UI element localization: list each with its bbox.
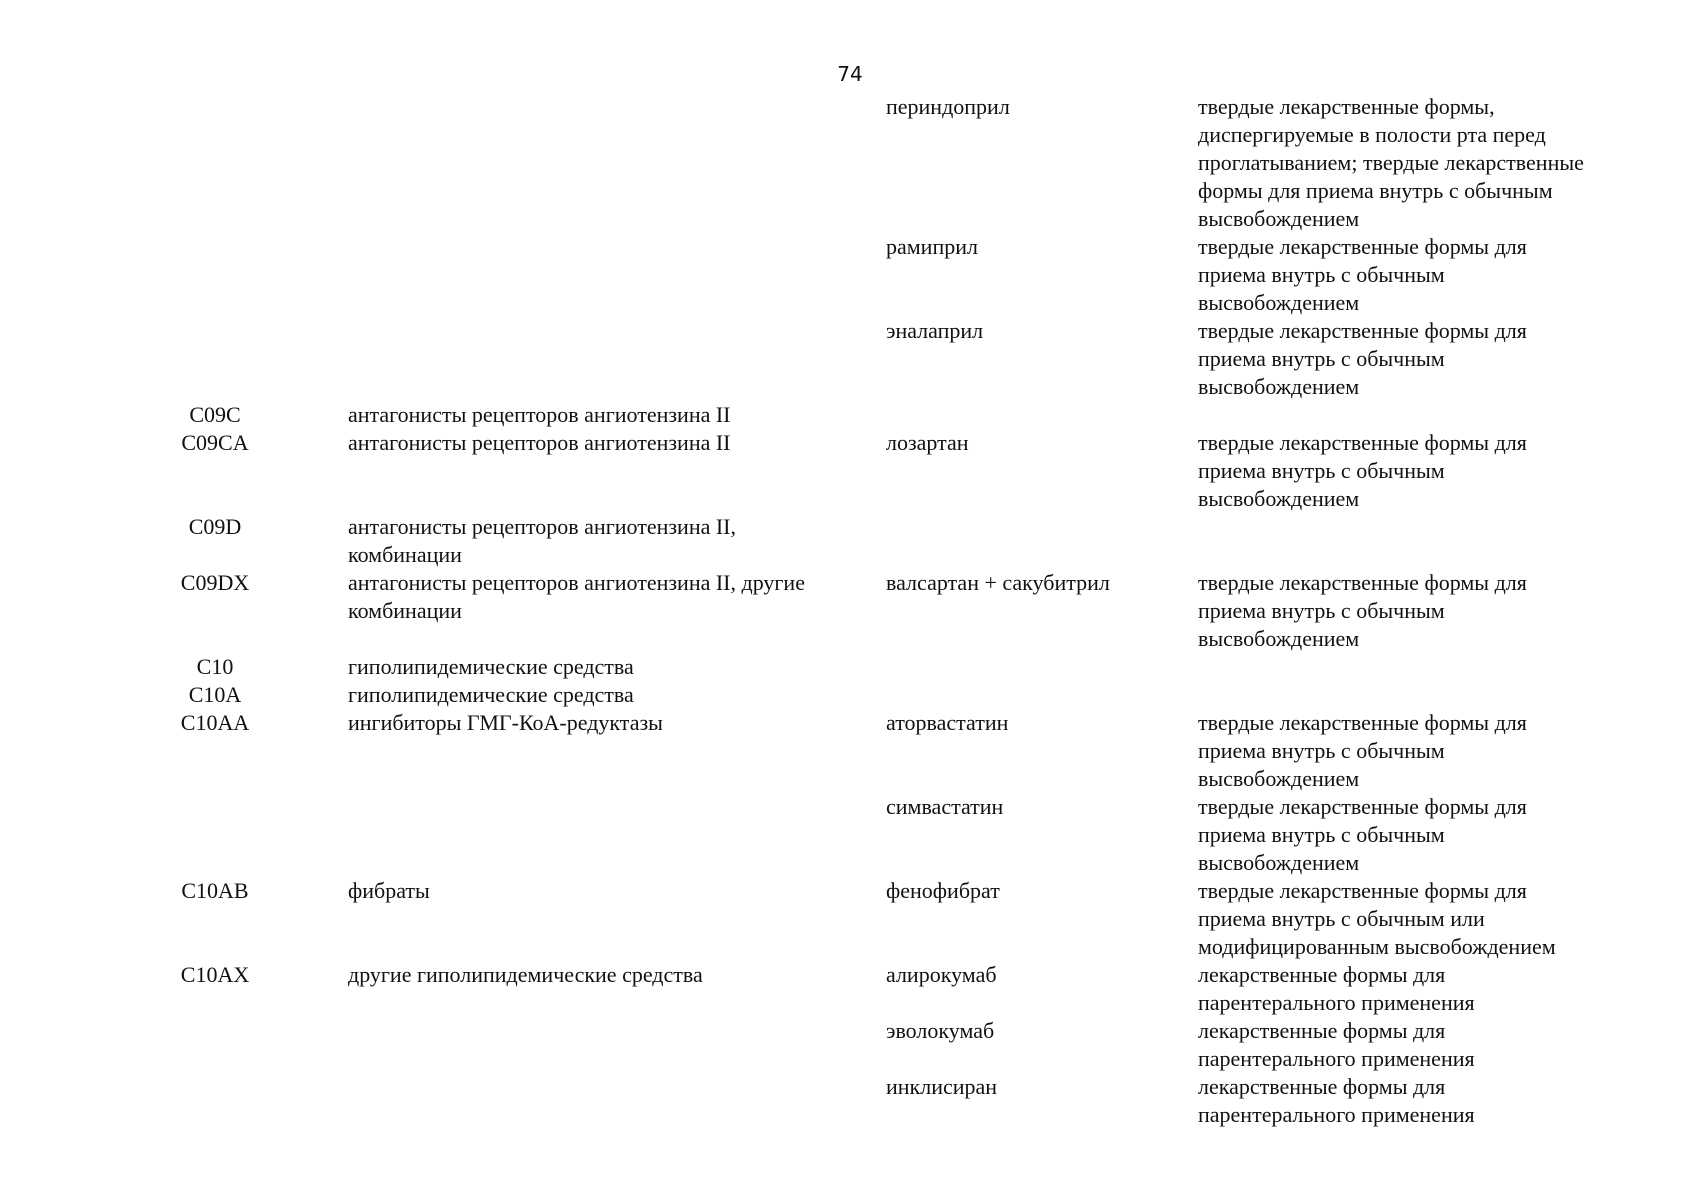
drug-name: аторвастатин xyxy=(886,710,1009,735)
group-name: антагонисты рецепторов ангиотензина II xyxy=(348,402,731,427)
table-row xyxy=(0,429,1696,513)
page-number: 74 xyxy=(837,62,863,86)
dosage-form: твердые лекарственные формы для приема внутрь с обычным высвобождением xyxy=(1198,430,1527,511)
dosage-form: лекарственные формы для парентерального применения xyxy=(1198,962,1475,1015)
table-row xyxy=(0,653,1696,681)
group-name: ингибиторы ГМГ-КоА-редуктазы xyxy=(348,710,663,735)
group-name: гиполипидемические средства xyxy=(348,682,634,707)
group-name: гиполипидемические средства xyxy=(348,654,634,679)
drug-table xyxy=(0,93,1696,1129)
table-row xyxy=(0,681,1696,709)
atc-code: C10AA xyxy=(180,710,250,735)
table-row xyxy=(0,93,1696,233)
dosage-form: твердые лекарственные формы для приема внутрь с обычным высвобождением xyxy=(1198,794,1527,875)
drug-name: эналаприл xyxy=(886,318,984,343)
table-row xyxy=(0,709,1696,793)
dosage-form: твердые лекарственные формы для приема внутрь с обычным высвобождением xyxy=(1198,710,1527,791)
table-row xyxy=(0,1073,1696,1129)
dosage-form: твердые лекарственные формы для приема внутрь с обычным высвобождением xyxy=(1198,570,1527,651)
atc-code: C10 xyxy=(196,654,234,679)
group-name: другие гиполипидемические средства xyxy=(348,962,703,987)
table-row xyxy=(0,569,1696,653)
atc-code: C09CA xyxy=(181,430,249,455)
table-row xyxy=(0,233,1696,317)
dosage-form: твердые лекарственные формы для приема внутрь с обычным высвобождением xyxy=(1198,234,1527,315)
dosage-form: лекарственные формы для парентерального применения xyxy=(1198,1018,1475,1071)
atc-code: C09D xyxy=(188,514,242,539)
drug-name: симвастатин xyxy=(886,794,1004,819)
drug-name: алирокумаб xyxy=(886,962,997,987)
drug-name: инклисиран xyxy=(886,1074,998,1099)
atc-code: C10AB xyxy=(181,878,249,903)
drug-name: фенофибрат xyxy=(886,878,1000,903)
group-name: антагонисты рецепторов ангиотензина II, другие комбинации xyxy=(348,570,805,623)
dosage-form: твердые лекарственные формы для приема внутрь с обычным или модифицированным высвобождением xyxy=(1198,878,1556,959)
dosage-form: твердые лекарственные формы для приема внутрь с обычным высвобождением xyxy=(1198,318,1527,399)
table-row xyxy=(0,877,1696,961)
table-row xyxy=(0,401,1696,429)
drug-name: периндоприл xyxy=(886,94,1010,119)
table-row xyxy=(0,513,1696,569)
table-row xyxy=(0,317,1696,401)
atc-code: C09C xyxy=(189,402,241,427)
atc-code: C09DX xyxy=(180,570,250,595)
atc-code: C10A xyxy=(188,682,242,707)
table-row xyxy=(0,961,1696,1017)
group-name: фибраты xyxy=(348,878,430,903)
table-row xyxy=(0,793,1696,877)
drug-name: рамиприл xyxy=(886,234,978,259)
atc-code: C10AX xyxy=(180,962,250,987)
drug-name: валсартан + сакубитрил xyxy=(886,570,1110,595)
drug-name: эволокумаб xyxy=(886,1018,995,1043)
dosage-form: твердые лекарственные формы, диспергируемые в полости рта перед проглатыванием; твердые лекарственные формы для приема внутрь с обычным высвобождением xyxy=(1198,94,1584,231)
table-row xyxy=(0,1017,1696,1073)
group-name: антагонисты рецепторов ангиотензина II xyxy=(348,430,731,455)
group-name: антагонисты рецепторов ангиотензина II, комбинации xyxy=(348,514,737,567)
dosage-form: лекарственные формы для парентерального применения xyxy=(1198,1074,1475,1127)
drug-name: лозартан xyxy=(886,430,969,455)
